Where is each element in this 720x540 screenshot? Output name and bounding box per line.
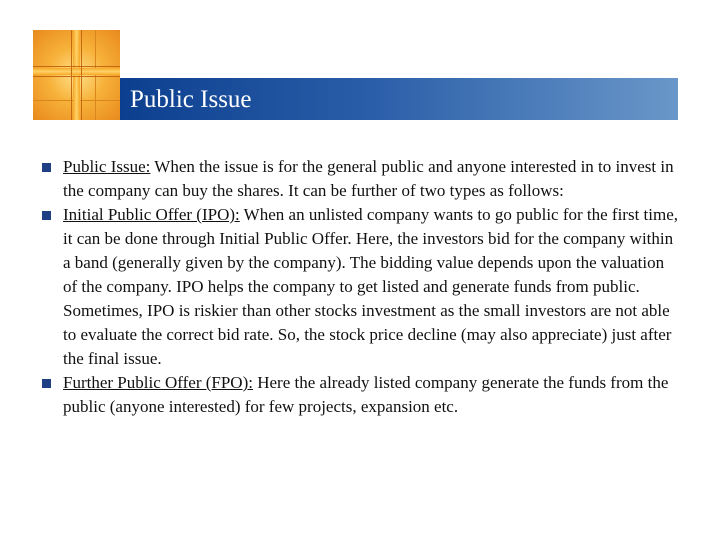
square-bullet-icon [42,163,51,172]
bullet-text: Here the already listed company generate the funds from the public (anyone interested) for few projects, expansion etc. [63,373,669,416]
title-bar [120,78,678,120]
slide-title: Public Issue [130,86,252,113]
cross-grid-logo-icon [33,30,120,120]
bullet-item-fpo [40,371,680,419]
bullet-text: When the issue is for the general public and anyone interested in to invest in the company can buy the shares. It can be further of two types as follows: [63,157,674,200]
bullet-item-ipo [40,203,680,371]
bullet-item-public-issue [40,155,680,203]
bullet-term: Initial Public Offer (IPO): [63,205,240,224]
bullet-term: Public Issue: [63,157,151,176]
bullet-term: Further Public Offer (FPO): [63,373,253,392]
square-bullet-icon [42,211,51,220]
bullet-list [40,155,680,419]
square-bullet-icon [42,379,51,388]
bullet-text: When an unlisted company wants to go public for the first time, it can be done through Initial Public Offer. Here, the investors bid for the company within a band (generally given by the company). The bidding value depends upon the valuation of the company. IPO helps the company to get listed and generate funds from public. Sometimes, IPO is riskier than other stocks investment as the small investors are not able to evaluate the correct bid rate. So, the stock price decline (may also appreciate) just after the final issue. [63,205,679,368]
